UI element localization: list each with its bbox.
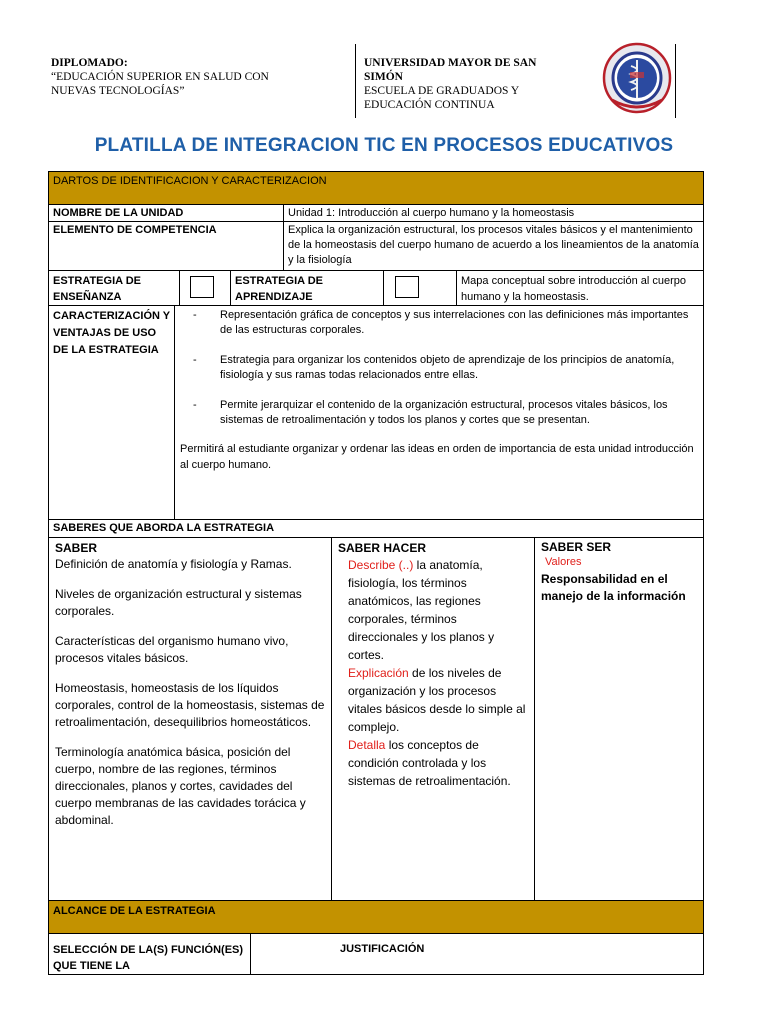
saberes-header-row [48, 519, 704, 538]
verb-explicacion: Explicación [348, 666, 409, 680]
estrategia-row [48, 270, 704, 306]
unidad-row [48, 204, 704, 222]
header-diplomado: DIPLOMADO: [51, 57, 128, 69]
saber-paragraph: Definición de anatomía y fisiología y Ramas. [55, 557, 292, 571]
saber-title: SABER [55, 541, 98, 555]
header-right-rule [675, 44, 676, 118]
header-diplomado-line2: NUEVAS TECNOLOGÍAS” [51, 85, 185, 97]
saber-ser-title: SABER SER [541, 540, 612, 554]
saber-column [49, 538, 331, 900]
header-right [364, 56, 584, 112]
saber-ser-text: Responsabilidad en el manejo de la información [541, 572, 686, 603]
saber-paragraph: Terminología anatómica básica, posición del cuerpo, nombre de las regiones, términos direccionales, planos y cortes, cavidades del cuerpo membranas de las cavidades torácica y abdominal. [55, 745, 306, 827]
competencia-label: ELEMENTO DE COMPETENCIA [53, 224, 217, 236]
saber-paragraph: Niveles de organización estructural y sistemas corporales. [55, 587, 302, 618]
caracterizacion-content [175, 306, 703, 519]
competencia-row [48, 221, 704, 271]
caracterizacion-closing: Permitirá al estudiante organizar y ordenar las ideas en orden de importancia de esta unidad introducción al cuerpo humano. [180, 443, 694, 471]
verb-describe: Describe (..) [348, 558, 414, 572]
saber-paragraph: Características del organismo humano vivo, procesos vitales básicos. [55, 634, 289, 665]
seleccion-row [48, 933, 704, 975]
header-divider [355, 44, 356, 118]
header-diplomado-line1: “EDUCACIÓN SUPERIOR EN SALUD CON [51, 71, 269, 83]
caracterizacion-item: - Estrategia para organizar los contenidos objeto de aprendizaje de los principios de anatomía, fisiología y sus ramas todas relacionados entre ellas. [175, 353, 695, 383]
section-ident-title: DARTOS DE IDENTIFICACION Y CARACTERIZACION [53, 175, 327, 187]
university-seal-logo [602, 42, 672, 114]
header-school-2: EDUCACIÓN CONTINUA [364, 99, 495, 111]
unidad-value: Unidad 1: Introducción al cuerpo humano y la homeostasis [288, 207, 575, 219]
estrategia-aprendizaje-label: ESTRATEGIA DE APRENDIZAJE [235, 275, 324, 303]
estrategia-ensenanza-label: ESTRATEGIA DE ENSEÑANZA [53, 275, 142, 303]
caracterizacion-list [175, 308, 695, 428]
saber-hacer-column [332, 538, 534, 900]
ensenanza-checkbox[interactable] [190, 276, 214, 298]
caracterizacion-item: - Permite jerarquizar el contenido de la organización estructural, procesos vitales básicos, los sistemas de retroalimentación y todos los planos y cortes que se presentan. [175, 398, 695, 428]
header-university-1: UNIVERSIDAD MAYOR DE SAN [364, 57, 537, 69]
saber-paragraph: Homeostasis, homeostasis de los líquidos corporales, control de la homeostasis, sistemas de retroalimentación, desequilibrios homeostáticos. [55, 681, 325, 729]
saber-hacer-item: Explicación de los niveles de organización y los procesos vitales básicos desde lo simple al complejo. [348, 666, 526, 734]
saberes-row [48, 537, 704, 901]
caracterizacion-item: - Representación gráfica de conceptos y sus interrelaciones con las definiciones más importantes de las estructuras corporales. [175, 308, 695, 338]
saberes-header: SABERES QUE ABORDA LA ESTRATEGIA [53, 522, 275, 534]
justificacion-label: JUSTIFICACIÓN [340, 943, 425, 955]
estrategia-value: Mapa conceptual sobre introducción al cuerpo humano y la homeostasis. [461, 275, 687, 303]
saber-ser-column [535, 538, 703, 900]
competencia-value: Explica la organización estructural, los procesos vitales básicos y el mantenimiento de la homeostasis del cuerpo humano de acuerdo a los lineamientos de la anatomía y la fisiología [288, 224, 699, 266]
page-title: PLATILLA DE INTEGRACION TIC EN PROCESOS EDUCATIVOS [94, 135, 674, 156]
saber-hacer-item: Detalla los conceptos de condición controlada y los sistemas de retroalimentación. [348, 738, 511, 788]
saber-hacer-title: SABER HACER [338, 541, 427, 555]
aprendizaje-checkbox[interactable] [395, 276, 419, 298]
seleccion-label: SELECCIÓN DE LA(S) FUNCIÓN(ES) QUE TIENE LA [53, 944, 244, 972]
header-university-2: SIMÓN [364, 71, 403, 83]
saber-hacer-item: Describe (..) la anatomía, fisiología, los términos anatómicos, las regiones corporales, términos direccionales y los planos y cortes. [348, 558, 495, 662]
caracterizacion-row [48, 305, 704, 520]
unidad-label: NOMBRE DE LA UNIDAD [53, 207, 184, 219]
section-ident-row [48, 171, 704, 205]
verb-detalla: Detalla [348, 738, 386, 752]
saber-ser-subtitle: Valores [545, 556, 582, 568]
alcance-row [48, 900, 704, 934]
caracterizacion-label: CARACTERIZACIÓN Y VENTAJAS DE USO DE LA ESTRATEGIA [53, 310, 170, 356]
header-school-1: ESCUELA DE GRADUADOS Y [364, 85, 520, 97]
header-left [51, 56, 351, 98]
alcance-header: ALCANCE DE LA ESTRATEGIA [53, 905, 216, 917]
